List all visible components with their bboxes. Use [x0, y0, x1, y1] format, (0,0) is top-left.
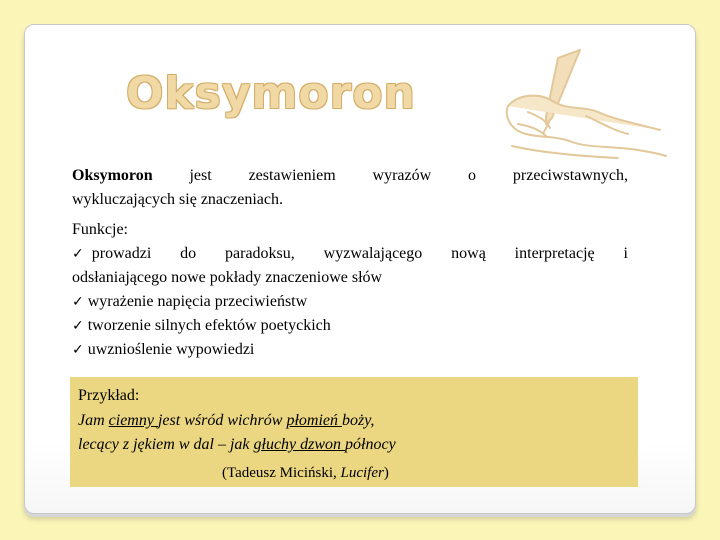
definition-word: o: [468, 167, 477, 184]
checkmark-icon: ✓: [72, 342, 84, 358]
function-item-4: ✓ uwznioślenie wypowiedzi: [72, 341, 255, 358]
example-quote-line-1: Jam ciemny jest wśród wichrów płomień boży,: [78, 412, 375, 429]
definition-term: Oksymoron: [72, 167, 153, 184]
function-word: ✓ prowadzi: [72, 245, 152, 262]
function-word: do: [180, 245, 197, 262]
function-word: nową: [451, 245, 486, 262]
underlined-word: głuchy dzwon: [253, 436, 346, 453]
example-heading: Przykład:: [78, 387, 140, 404]
underlined-word: ciemny: [108, 412, 158, 429]
underlined-word: płomień: [286, 412, 342, 429]
functions-heading: Funkcje:: [72, 221, 128, 238]
function-item-1-line-1: [72, 242, 628, 266]
definition-word: zestawieniem: [248, 167, 336, 184]
definition-word: przeciwstawnych,: [512, 167, 628, 184]
function-word: i: [623, 245, 628, 262]
function-word: interpretację: [514, 245, 595, 262]
definition-word: jest: [189, 167, 212, 184]
function-word: paradoksu,: [225, 245, 295, 262]
function-item-2: ✓ wyrażenie napięcia przeciwieństw: [72, 293, 308, 310]
function-item-3: ✓ tworzenie silnych efektów poetyckich: [72, 317, 331, 334]
checkmark-icon: ✓: [72, 246, 84, 262]
example-author: (Tadeusz Miciński, Lucifer): [222, 465, 389, 481]
definition-line-1: [72, 164, 628, 188]
checkmark-icon: ✓: [72, 294, 84, 310]
function-item-1-line-2: odsłaniającego nowe pokłady znaczeniowe słów: [72, 269, 383, 286]
definition-line-2: wykluczających się znaczeniach.: [72, 191, 283, 208]
functions-list: [72, 218, 628, 362]
hand-writing-icon: [488, 46, 668, 166]
function-word: wyzwalającego: [323, 245, 423, 262]
page-title: Oksymoron: [126, 68, 416, 119]
example-quote-line-2: lecący z jękiem w dal – jak głuchy dzwon północy: [78, 436, 396, 453]
checkmark-icon: ✓: [72, 318, 84, 334]
example-work-title: Lucifer: [340, 465, 384, 481]
example-box: [70, 377, 638, 487]
definition-word: wyrazów: [372, 167, 432, 184]
definition-paragraph: [72, 164, 628, 212]
